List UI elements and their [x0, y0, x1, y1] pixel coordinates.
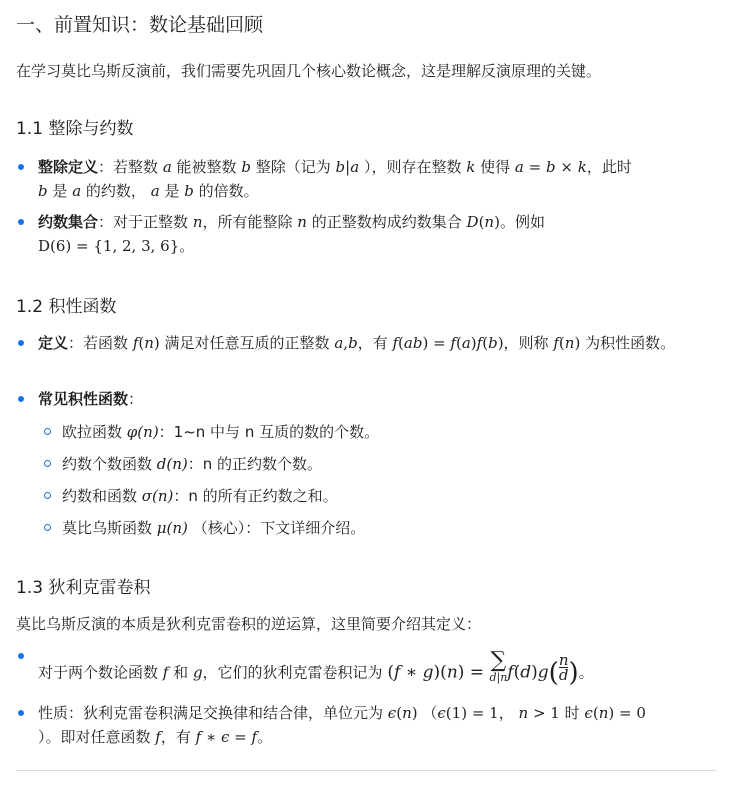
heading-divisibility: 1.1 整除与约数	[16, 119, 134, 139]
bullet-icon	[18, 164, 24, 170]
bullet-icon	[18, 710, 24, 716]
bullet-icon	[18, 653, 24, 659]
circle-bullet-icon	[44, 524, 51, 531]
circle-bullet-icon	[44, 460, 51, 467]
list-item-text: 定义：若函数 f(n) 满足对任意互质的正整数 a,b，有 f(ab) = f(a)f(b)，则称 f(n) 为积性函数。	[38, 334, 676, 352]
list-item-text: 性质：狄利克雷卷积满足交换律和结合律，单位元为 ϵ(n) （ϵ(1) = 1， n > 1 时 ϵ(n) = 0 ）。即对任意函数 f，有 f ∗ ϵ = f。	[38, 704, 646, 746]
heading-multiplicative-functions: 1.2 积性函数	[16, 297, 117, 317]
sub-item-text: 欧拉函数 φ(n)：1~n 中与 n 互质的数的个数。	[62, 423, 380, 441]
intro-paragraph: 在学习莫比乌斯反演前，我们需要先巩固几个核心数论概念，这是理解反演原理的关键。	[16, 62, 602, 80]
list-item-text: 常见积性函数：	[38, 390, 144, 408]
list-item-text: 对于两个数论函数 f 和 g，它们的狄利克雷卷积记为 (f ∗ g)(n) = ∑ d|n f(d)g( $\frac{n}{d}$ )。	[38, 648, 594, 688]
sub-item-text: 约数和函数 σ(n)：n 的所有正约数之和。	[62, 487, 338, 505]
bullet-icon	[18, 396, 24, 402]
bullet-icon	[18, 219, 24, 225]
sub-item-text: 莫比乌斯函数 μ(n) （核心）：下文详细介绍。	[62, 519, 366, 537]
heading-dirichlet-convolution: 1.3 狄利克雷卷积	[16, 578, 151, 598]
bullet-icon	[18, 340, 24, 346]
list-item-text: 约数集合：对于正整数 n，所有能整除 n 的正整数构成约数集合 D(n)。例如 D(6) = {1, 2, 3, 6}。	[38, 213, 545, 255]
divider	[16, 770, 716, 771]
list-item-convolution-definition	[16, 644, 716, 694]
section-title: 一、前置知识：数论基础回顾	[16, 14, 264, 36]
list-item-text: 整除定义：若整数 a 能被整数 b 整除（记为 b|a ），则存在整数 k 使得 a = b × k，此时 b 是 a 的约数， a 是 b 的倍数。	[38, 158, 632, 200]
sub-item-text: 约数个数函数 d(n)：n 的正约数个数。	[62, 455, 323, 473]
circle-bullet-icon	[44, 492, 51, 499]
circle-bullet-icon	[44, 428, 51, 435]
dirichlet-intro: 莫比乌斯反演的本质是狄利克雷卷积的逆运算，这里简要介绍其定义：	[16, 615, 482, 633]
